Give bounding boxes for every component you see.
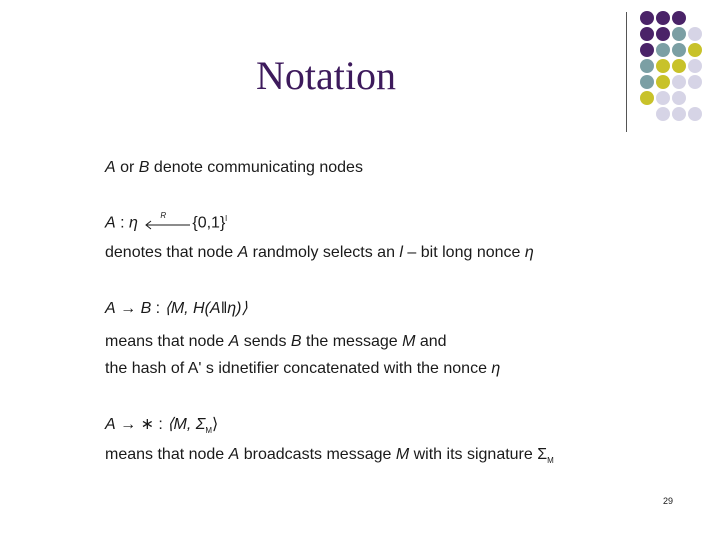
star: ∗	[140, 416, 154, 433]
var-a: A	[237, 244, 249, 261]
arrow-label: R	[160, 211, 167, 221]
decoration-dot	[672, 43, 686, 57]
decoration-dot	[672, 59, 686, 73]
text-mid: sends	[239, 333, 291, 350]
var-eta: η	[491, 360, 501, 377]
line-communicating-nodes	[105, 159, 363, 177]
text-rest: denote communicating nodes	[149, 159, 363, 176]
text-post: and	[415, 333, 447, 350]
line-hash	[105, 360, 500, 378]
text-mid: broadcasts message	[239, 446, 396, 463]
var-eta: η	[524, 244, 534, 261]
text-post: – bit long nonce	[402, 244, 525, 261]
decoration-dot	[640, 11, 654, 25]
var-l: l	[399, 244, 403, 261]
formula-broadcast	[105, 414, 218, 435]
decoration-dot	[656, 91, 670, 105]
var-b: B	[138, 159, 150, 176]
var-a: A	[228, 446, 240, 463]
var-a: A	[228, 333, 240, 350]
line-broadcasts	[105, 446, 554, 465]
colon: :	[115, 214, 130, 232]
page-number: 29	[663, 496, 674, 506]
decoration-dot	[640, 27, 654, 41]
sigma-subscript: M	[205, 426, 213, 436]
set-01: {0,1}	[192, 214, 226, 232]
sigma-subscript: M	[547, 456, 554, 466]
line-sends	[105, 333, 447, 351]
decoration-dot	[656, 11, 670, 25]
slide-title: Notation	[256, 53, 396, 98]
decoration-dot	[640, 75, 654, 89]
decoration-dot	[672, 107, 686, 121]
colon: :	[153, 416, 168, 433]
text-pre: denotes that node	[105, 244, 238, 261]
decoration-dot	[688, 27, 702, 41]
var-a: A	[105, 159, 116, 176]
decoration-dot	[656, 75, 670, 89]
decoration-dot	[672, 27, 686, 41]
arrow: →	[115, 300, 141, 317]
text-post: with its signature	[409, 446, 538, 463]
random-arrow	[142, 211, 192, 231]
text-pre: means that node	[105, 333, 229, 350]
divider-line	[626, 12, 627, 132]
decoration-dot	[640, 43, 654, 57]
decoration-dot	[672, 91, 686, 105]
set-exponent: l	[225, 214, 228, 223]
text-or: or	[115, 159, 139, 176]
formula-send	[105, 298, 248, 318]
text-mid2: the message	[301, 333, 403, 350]
decoration-dot	[688, 75, 702, 89]
colon: :	[151, 300, 165, 317]
decoration-dot	[656, 27, 670, 41]
left-arrow-icon	[142, 215, 192, 231]
decoration-dot	[640, 91, 654, 105]
decoration-dot	[688, 107, 702, 121]
decoration-dot	[656, 59, 670, 73]
formula-random-select	[105, 211, 228, 232]
decoration-dot	[672, 11, 686, 25]
decoration-dot	[688, 59, 702, 73]
var-a: A	[105, 214, 116, 232]
arrow: →	[115, 416, 141, 433]
text-mid: randmoly selects an	[248, 244, 400, 261]
line-denotes-random	[105, 244, 534, 262]
var-b: B	[290, 333, 302, 350]
message-tuple: ⟨M, H(A‖η)⟩	[164, 300, 248, 317]
sigma: Σ	[537, 446, 548, 463]
var-a: A	[105, 416, 116, 433]
var-m: M	[395, 446, 410, 463]
text-hash: the hash of A' s idnetifier concatenated with the nonce	[105, 360, 492, 377]
var-a: A	[105, 300, 116, 317]
decoration-dot	[640, 59, 654, 73]
decoration-dot	[656, 107, 670, 121]
decoration-dot	[672, 75, 686, 89]
text-pre: means that node	[105, 446, 229, 463]
close-bracket: ⟩	[212, 416, 219, 433]
var-b: B	[140, 300, 152, 317]
decoration-dot	[656, 43, 670, 57]
decoration-dot	[688, 43, 702, 57]
message-tuple: ⟨M, Σ	[167, 416, 206, 433]
var-eta: η	[129, 214, 138, 232]
var-m: M	[402, 333, 416, 350]
